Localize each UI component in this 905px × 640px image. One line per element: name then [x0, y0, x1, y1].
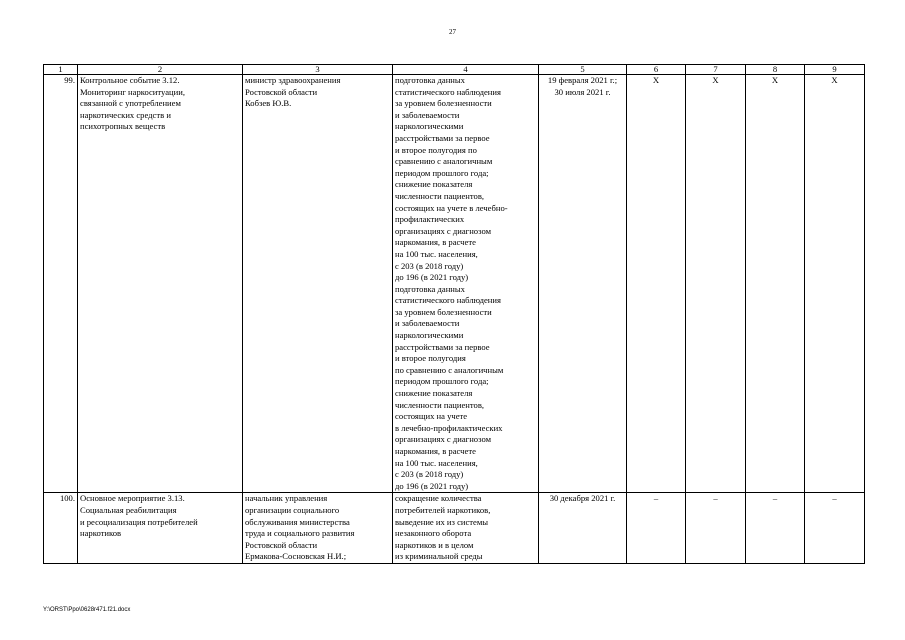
expected-result: подготовка данных статистического наблюдения за уровнем болезненности и заболеваемости наркологическими расстройствами за первое и второе полугодия по сравнению с аналогичным периодом прошлого года; снижение показателя численности пациентов, состоящих на учете в лечебно- профилактических организациях с диагнозом наркомания, в расчете на 100 тыс. населения, с 203 (в 2018 году) до 196 (в 2021 году) подготовка данных статистического наблюдения за уровнем болезненности и заболеваемости наркологическими расстройствами за первое и второе полугодия по сравнению с аналогичным периодом прошлого года; снижение показателя численности пациентов, состоящих на учете в лечебно-профилактических организациях с диагнозом наркомания, в расчете на 100 тыс. населения, с 203 (в 2018 году) до 196 (в 2021 году) — [393, 75, 539, 493]
row-number: 99. — [44, 75, 78, 493]
table-row — [44, 75, 865, 493]
cell-col-7: – — [686, 493, 746, 564]
cell-col-8: – — [746, 493, 805, 564]
header-cell-6: 6 — [627, 65, 686, 75]
deadline: 30 декабря 2021 г. — [539, 493, 627, 564]
header-cell-5: 5 — [539, 65, 627, 75]
responsible-person: министр здравоохранения Ростовской области Кобзев Ю.В. — [243, 75, 393, 493]
header-cell-2: 2 — [78, 65, 243, 75]
cell-col-8: X — [746, 75, 805, 493]
cell-col-9: – — [805, 493, 865, 564]
document-path: Y:\ORST\Ppo\0628r471.f21.docx — [43, 607, 131, 613]
table-row — [44, 493, 865, 564]
deadline: 19 февраля 2021 г.; 30 июля 2021 г. — [539, 75, 627, 493]
header-row — [44, 65, 865, 75]
event-name: Основное мероприятие 3.13. Социальная реабилитация и ресоциализация потребителей наркотиков — [78, 493, 243, 564]
cell-col-6: X — [627, 75, 686, 493]
page-number: 27 — [449, 28, 456, 36]
row-number: 100. — [44, 493, 78, 564]
program-table — [43, 64, 865, 564]
cell-col-6: – — [627, 493, 686, 564]
header-cell-3: 3 — [243, 65, 393, 75]
event-name: Контрольное событие 3.12. Мониторинг наркоситуации, связанной с употреблением наркотических средств и психотропных веществ — [78, 75, 243, 493]
header-cell-9: 9 — [805, 65, 865, 75]
header-cell-8: 8 — [746, 65, 805, 75]
header-cell-4: 4 — [393, 65, 539, 75]
header-cell-1: 1 — [44, 65, 78, 75]
responsible-person: начальник управления организации социального обслуживания министерства труда и социального развития Ростовской области Ермакова-Сосновская Н.И.; — [243, 493, 393, 564]
header-cell-7: 7 — [686, 65, 746, 75]
cell-col-7: X — [686, 75, 746, 493]
expected-result: сокращение количества потребителей наркотиков, выведение их из системы незаконного оборота наркотиков и в целом из криминальной среды — [393, 493, 539, 564]
cell-col-9: X — [805, 75, 865, 493]
